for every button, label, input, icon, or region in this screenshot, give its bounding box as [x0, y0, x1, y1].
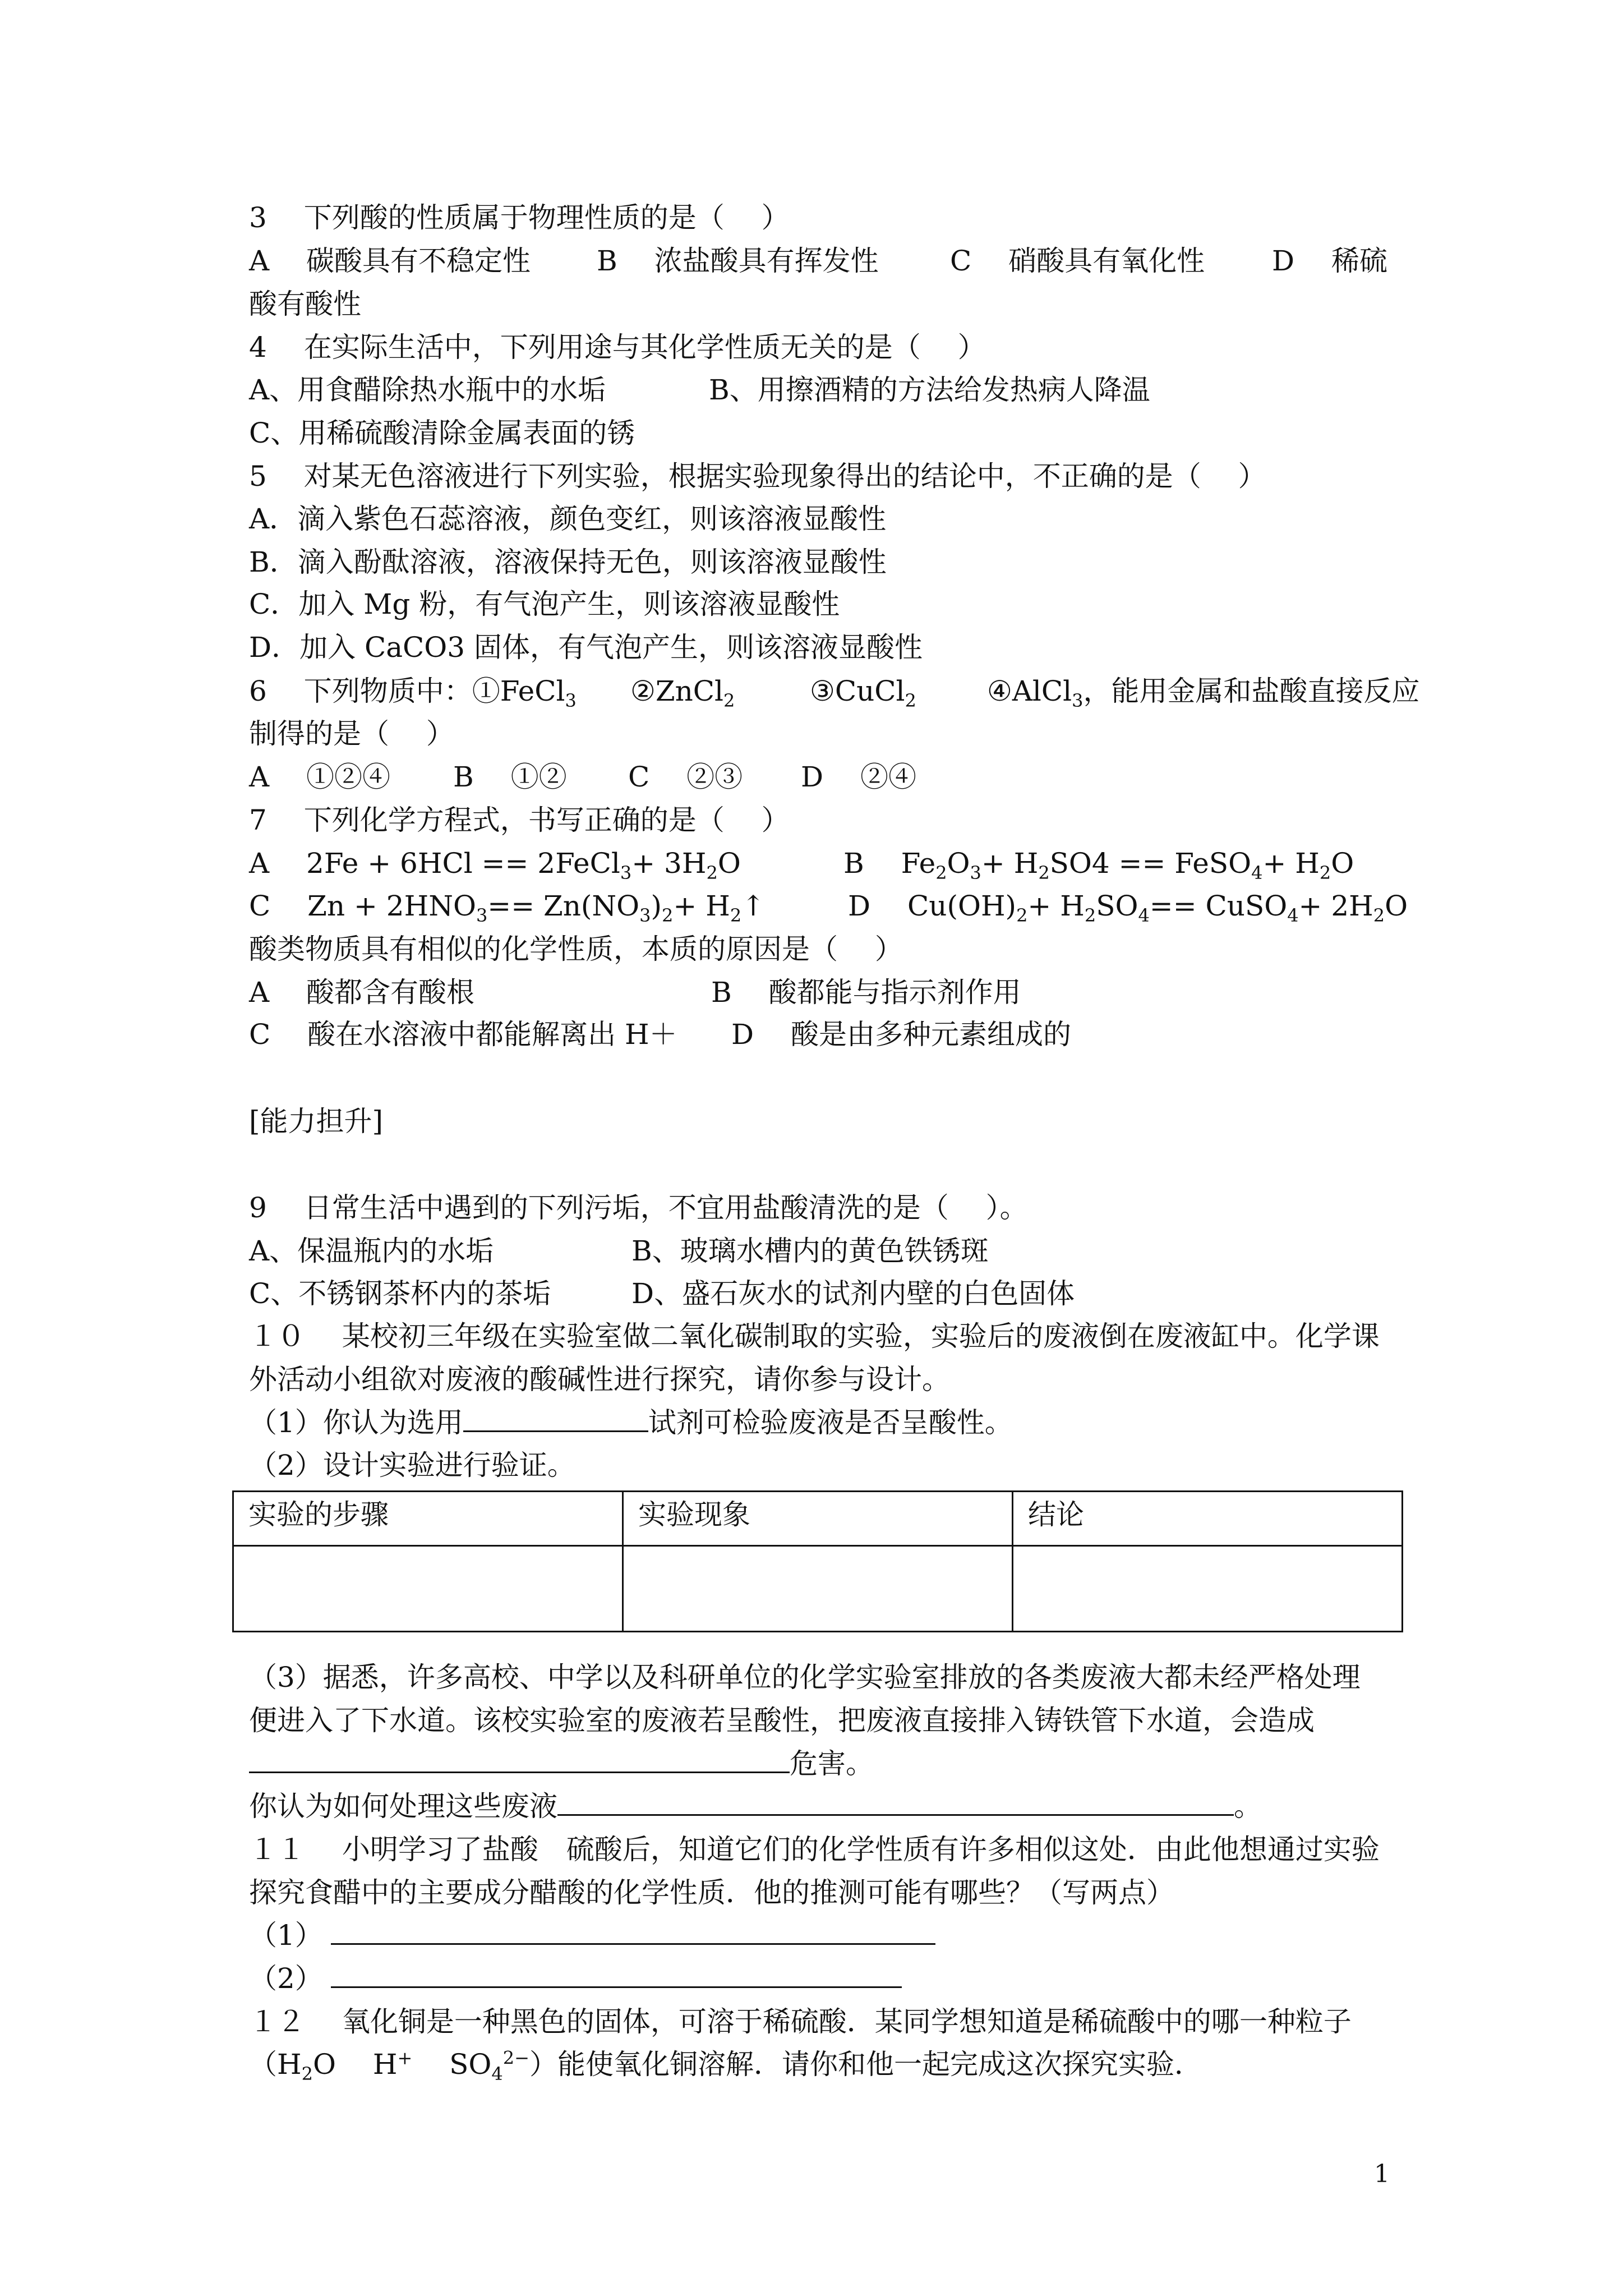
q9-option-a: A、保温瓶内的水垢	[249, 1235, 494, 1267]
q6-option-a: A ①②④	[249, 761, 391, 793]
q11-item-label: （2）	[249, 1962, 323, 1995]
q10-part4	[249, 1788, 1262, 1824]
superscript: +	[397, 2047, 413, 2069]
subscript: 3	[565, 690, 577, 711]
table-header-row	[233, 1492, 1403, 1546]
q5-stem: 5 对某无色溶液进行下列实验，根据实验现象得出的结论中，不正确的是（ ）	[249, 460, 1266, 493]
q7-d-text: == CuSO	[1149, 890, 1288, 922]
subscript: 3	[970, 862, 981, 884]
q6-item-4	[987, 673, 1420, 709]
q6-option-d: D ②④	[801, 761, 916, 793]
q10-part4-text: 你认为如何处理这些废液	[249, 1790, 557, 1823]
q10-part1	[249, 1405, 1013, 1441]
q7-c-text: )	[651, 890, 662, 922]
disposal-answer-blank[interactable]	[557, 1788, 1234, 1816]
q10-stem-line2: 外活动小组欲对废液的酸碱性进行探究，请你参与设计。	[249, 1363, 950, 1396]
q4-option-a: A、用食醋除热水瓶中的水垢	[249, 374, 606, 406]
table-header-phenomena: 实验现象	[623, 1492, 1013, 1546]
q11-answer-2	[249, 1961, 902, 1996]
q6-item-3-text: ③CuCl	[810, 675, 905, 707]
table-cell-phenomena[interactable]	[623, 1546, 1013, 1632]
q6-stem-cont: 制得的是（ ）	[249, 717, 454, 750]
subscript: 2	[723, 690, 735, 711]
q8-option-b: B 酸都能与指示剂作用	[711, 976, 1021, 1009]
q7-a-text: A 2Fe + 6HCl == 2FeCl	[249, 847, 620, 880]
q9-option-c: C、不锈钢茶杯内的茶垢	[249, 1277, 551, 1310]
hazard-answer-blank[interactable]	[249, 1746, 790, 1773]
q7-stem: 7 下列化学方程式，书写正确的是（ ）	[249, 804, 790, 836]
q12-stem-line2	[249, 2046, 1202, 2085]
q6-options	[249, 759, 916, 795]
q7-b-text: B Fe	[843, 847, 936, 880]
q7-option-d	[848, 888, 1408, 924]
q7-b-text: + H	[981, 847, 1039, 880]
subscript: 2	[935, 862, 947, 884]
q3-option-d: D 稀硫	[1272, 245, 1387, 277]
q11-item-label: （1）	[249, 1919, 323, 1952]
q9-options-cd	[249, 1276, 1075, 1312]
q8-options-ab	[249, 974, 1021, 1010]
superscript: 2−	[502, 2047, 529, 2069]
q10-part4-text: 。	[1234, 1790, 1262, 1823]
q5-option-d: D．加入 CaCO3 固体，有气泡产生，则该溶液显酸性	[249, 631, 923, 664]
subscript: 2	[706, 862, 718, 884]
subscript: 2	[1084, 905, 1096, 926]
table-row	[233, 1546, 1403, 1632]
q4-option-c: C、用稀硫酸清除金属表面的锈	[249, 417, 635, 449]
q7-c-text: == Zn(NO	[487, 890, 640, 922]
q8-option-a: A 酸都含有酸根	[249, 976, 475, 1009]
q7-option-a	[249, 845, 741, 884]
q7-c-text: + H	[673, 890, 730, 922]
q10-stem-line1: １０ 某校初三年级在实验室做二氧化碳制取的实验，实验后的废液倒在废液缸中。化学课	[249, 1320, 1380, 1352]
q12-text: O H	[312, 2048, 398, 2081]
q7-d-text: D Cu(OH)	[848, 890, 1017, 922]
q3-option-c: C 硝酸具有氧化性	[950, 245, 1205, 277]
q10-part1-text: （1）你认为选用	[249, 1406, 463, 1439]
q11-answer-blank-1[interactable]	[331, 1917, 935, 1945]
q6-item-4-text: ④AlCl	[987, 675, 1072, 707]
reagent-answer-blank[interactable]	[463, 1405, 648, 1432]
q5-option-c: C．加入 Mg 粉，有气泡产生，则该溶液显酸性	[249, 588, 840, 620]
q3-options	[249, 243, 1387, 279]
q11-stem-line1: １１ 小明学习了盐酸 硫酸后，知道它们的化学性质有许多相似这处．由此他想通过实验	[249, 1833, 1380, 1866]
subscript: 3	[1072, 690, 1083, 711]
q6-item-2-text: ②ZnCl	[630, 675, 724, 707]
section-title: [能力担升]	[249, 1105, 384, 1138]
subscript: 2	[662, 905, 674, 926]
q3-option-b: B 浓盐酸具有挥发性	[597, 245, 879, 277]
q7-d-text: SO	[1096, 890, 1138, 922]
subscript: 4	[1138, 905, 1150, 926]
q8-stem: 酸类物质具有相似的化学性质，本质的原因是（ ）	[249, 933, 903, 965]
q3-stem: 3 下列酸的性质属于物理性质的是（ ）	[249, 201, 790, 234]
q6-stem-tail: ，能用金属和盐酸直接反应	[1083, 675, 1420, 707]
q5-option-a: A．滴入紫色石蕊溶液，颜色变红，则该溶液显酸性	[249, 503, 887, 535]
q10-part3-line2: 便进入了下水道。该校实验室的废液若呈酸性，把废液直接排入铸铁管下水道，会造成	[249, 1704, 1315, 1737]
q3-option-a: A 碳酸具有不稳定性	[249, 245, 531, 277]
q10-part3-text: 危害。	[790, 1747, 874, 1780]
q7-d-text: + H	[1027, 890, 1085, 922]
q7-d-text: + 2H	[1298, 890, 1373, 922]
table-header-steps: 实验的步骤	[233, 1492, 623, 1546]
q12-text: （H	[249, 2048, 302, 2081]
subscript: 2	[905, 690, 916, 711]
q7-option-b	[843, 845, 1354, 884]
q7-b-text: O	[1331, 847, 1354, 880]
page-number: 1	[1374, 2160, 1390, 2188]
q6-option-c: C ②③	[628, 761, 743, 793]
q10-part3-line1: （3）据悉，许多高校、中学以及科研单位的化学实验室排放的各类废液大都未经严格处理	[249, 1661, 1361, 1694]
q4-options-ab	[249, 372, 1150, 408]
q10-part3-line3	[249, 1746, 874, 1782]
q6-stem	[249, 673, 1420, 711]
q9-options-ab	[249, 1233, 989, 1269]
subscript: 4	[1287, 905, 1299, 926]
q3-option-d-cont: 酸有酸性	[249, 288, 361, 320]
q9-option-b: B、玻璃水槽内的黄色铁锈斑	[631, 1235, 989, 1267]
q10-part2: （2）设计实验进行验证。	[249, 1449, 575, 1481]
q7-b-text: + H	[1262, 847, 1320, 880]
subscript: 4	[491, 2063, 503, 2085]
q8-option-d: D 酸是由多种元素组成的	[731, 1018, 1071, 1051]
q6-item-2	[630, 673, 735, 709]
q6-item-3	[810, 673, 916, 709]
subscript: 3	[476, 905, 488, 926]
q7-option-c	[249, 888, 765, 924]
subscript: 3	[639, 905, 651, 926]
q9-option-d: D、盛石灰水的试剂内壁的白色固体	[631, 1277, 1075, 1310]
subscript: 2	[730, 905, 742, 926]
experiment-table	[232, 1490, 1403, 1632]
q12-text: SO	[412, 2048, 492, 2081]
q7-options-ab	[249, 845, 1354, 884]
subscript: 3	[620, 862, 632, 884]
q5-option-b: B．滴入酚酞溶液，溶液保持无色，则该溶液显酸性	[249, 546, 887, 578]
q11-answer-blank-2[interactable]	[331, 1961, 902, 1988]
q8-options-cd	[249, 1016, 1071, 1052]
q12-text: ）能使氧化铜溶解．请你和他一起完成这次探究实验．	[529, 2048, 1202, 2081]
q7-c-text: C Zn + 2HNO	[249, 890, 476, 922]
subscript: 2	[1319, 862, 1331, 884]
table-cell-conclusion[interactable]	[1013, 1546, 1403, 1632]
q7-d-text: O	[1385, 890, 1408, 922]
gas-arrow-icon: ↑	[741, 890, 766, 922]
subscript: 2	[1373, 905, 1385, 926]
q11-answer-1	[249, 1917, 935, 1953]
subscript: 4	[1251, 862, 1263, 884]
subscript: 2	[301, 2063, 313, 2085]
q7-b-text: O	[947, 847, 970, 880]
q6-option-b: B ①②	[453, 761, 567, 793]
q12-stem-line1: １２ 氧化铜是一种黑色的固体，可溶于稀硫酸．某同学想知道是稀硫酸中的哪一种粒子	[249, 2005, 1352, 2038]
q9-stem: 9 日常生活中遇到的下列污垢，不宜用盐酸清洗的是（ ）。	[249, 1191, 1028, 1224]
q7-a-text: O	[717, 847, 741, 880]
q10-part1-text: 试剂可检验废液是否呈酸性。	[648, 1406, 1013, 1439]
q7-options-cd	[249, 888, 1408, 926]
table-header-conclusion: 结论	[1013, 1492, 1403, 1546]
q7-b-text: SO4 == FeSO	[1049, 847, 1252, 880]
q6-stem-text: 6 下列物质中：①FeCl	[249, 675, 565, 707]
table-cell-steps[interactable]	[233, 1546, 623, 1632]
q4-stem: 4 在实际生活中，下列用途与其化学性质无关的是（ ）	[249, 331, 986, 364]
subscript: 2	[1038, 862, 1050, 884]
q8-option-c: C 酸在水溶液中都能解离出 H＋	[249, 1018, 677, 1051]
q11-stem-line2: 探究食醋中的主要成分醋酸的化学性质．他的推测可能有哪些？（写两点）	[249, 1876, 1174, 1909]
q7-a-text: + 3H	[631, 847, 707, 880]
q4-option-b: B、用擦酒精的方法给发热病人降温	[709, 374, 1150, 406]
subscript: 2	[1016, 905, 1028, 926]
